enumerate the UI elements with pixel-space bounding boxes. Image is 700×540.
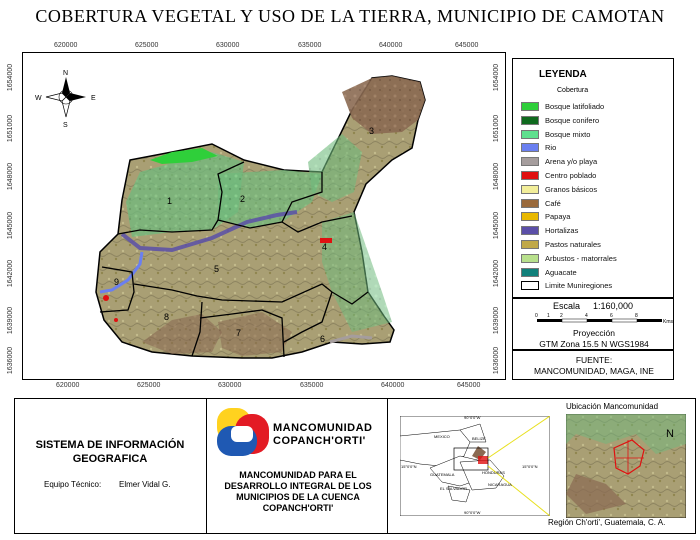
compass-n: N	[63, 70, 69, 77]
legend-swatch	[521, 212, 539, 221]
scale-label: Escala	[553, 301, 581, 311]
legend-item	[521, 253, 617, 264]
region-label: 3	[369, 126, 375, 136]
legend-label: Granos básicos	[545, 184, 598, 194]
region-label: 7	[236, 328, 242, 338]
logo-line1: MANCOMUNIDAD	[273, 422, 373, 434]
location-title: Ubicación Mancomunidad	[566, 402, 659, 411]
legend-label: Limite Muniregiones	[545, 281, 613, 291]
legend-label: Arbustos - matorrales	[545, 253, 617, 263]
scale-bar	[535, 313, 675, 329]
y-tick: 1648000	[7, 162, 15, 191]
projection-value: GTM Zona 15.5 N WGS1984	[539, 339, 649, 349]
region-map	[400, 416, 550, 516]
north-arrow-icon	[34, 66, 98, 128]
x-tick: 620000	[54, 42, 78, 49]
scale-units: Kms	[663, 319, 673, 325]
y-tick: 1654000	[493, 63, 501, 92]
legend-swatch	[521, 268, 539, 277]
team-name: Elmer Vidal G.	[119, 480, 171, 489]
compass-w: W	[35, 95, 42, 102]
scale-tick: 8	[635, 313, 638, 319]
mancomunidad-logo-icon	[213, 404, 273, 460]
org-description: MANCOMUNIDAD PARA EL DESARROLLO INTEGRAL DE LOS MUNICIPIOS DE LA CUENCA COPANCH'ORTI'	[224, 470, 372, 513]
scale-tick: 2	[560, 313, 563, 319]
scale-tick: 0	[535, 313, 538, 319]
country-label: GUATEMALA	[430, 472, 455, 477]
location-panel	[388, 398, 696, 534]
legend-item	[521, 280, 612, 291]
legend-label: Bosque mixto	[545, 129, 591, 139]
country-label: NICARAGUA	[488, 482, 512, 487]
legend-swatch	[521, 130, 539, 139]
logo-line2: COPANCH'ORTI'	[273, 435, 366, 447]
y-tick: 1645000	[493, 211, 501, 240]
team-label: Equipo Técnico:	[44, 480, 102, 489]
source-value: MANCOMUNIDAD, MAGA, INE	[534, 366, 654, 376]
country-label: EL SALVADOR	[440, 486, 468, 491]
x-tick: 635000	[300, 382, 324, 389]
legend-label: Aguacate	[545, 267, 577, 277]
y-tick: 1648000	[493, 162, 501, 191]
y-tick: 1636000	[493, 346, 501, 375]
map-title: COBERTURA VEGETAL Y USO DE LA TIERRA, MUNICIPIO DE CAMOTAN	[35, 6, 665, 26]
legend-swatch	[521, 281, 539, 290]
y-tick: 1639000	[493, 306, 501, 335]
y-tick: 1639000	[7, 306, 15, 335]
legend-label: Bosque latifoliado	[545, 102, 605, 111]
legend-swatch	[521, 143, 539, 152]
x-tick: 625000	[137, 382, 161, 389]
legend-title: LEYENDA	[539, 69, 587, 80]
country-label: BELIZE	[472, 436, 486, 441]
region-label: 6	[320, 334, 326, 344]
scale-tick: 6	[610, 313, 613, 319]
legend-item	[521, 211, 570, 222]
legend-subtitle: Cobertura	[557, 87, 589, 94]
legend-panel	[512, 58, 674, 298]
y-tick: 1651000	[493, 114, 501, 143]
coord-label: 90°0'0"W	[464, 510, 481, 515]
y-tick: 1636000	[7, 346, 15, 375]
legend-label: Papaya	[545, 212, 571, 222]
legend-label: Rio	[545, 143, 557, 153]
x-tick: 620000	[56, 382, 80, 389]
region-label: 4	[322, 242, 328, 252]
legend-item	[521, 156, 597, 167]
legend-label: Hortalizas	[545, 226, 579, 236]
region-label: 8	[164, 312, 170, 322]
legend-item	[521, 239, 601, 250]
location-footer: Región Ch'orti', Guatemala, C. A.	[548, 518, 666, 527]
coord-label: 15°0'0"N	[401, 464, 417, 469]
legend-swatch	[521, 254, 539, 263]
legend-item	[521, 198, 561, 209]
legend-swatch	[521, 199, 539, 208]
x-tick: 625000	[135, 42, 159, 49]
legend-swatch	[521, 171, 539, 180]
legend-swatch	[521, 226, 539, 235]
info-panel	[14, 398, 206, 534]
legend-item	[521, 129, 590, 140]
region-label: 1	[167, 196, 173, 206]
legend-label: Pastos naturales	[545, 240, 601, 249]
source-box	[512, 350, 674, 380]
x-tick: 630000	[216, 42, 240, 49]
country-label: HONDURAS	[482, 470, 505, 475]
legend-item	[521, 115, 599, 126]
x-tick: 645000	[455, 42, 479, 49]
legend-swatch	[521, 157, 539, 166]
legend-item	[521, 225, 578, 236]
region-label: 9	[114, 277, 120, 287]
legend-swatch	[521, 240, 539, 249]
y-tick: 1642000	[493, 259, 501, 288]
location-north: N	[666, 428, 674, 440]
y-tick: 1645000	[7, 211, 15, 240]
projection-title: Proyección	[572, 328, 616, 338]
compass-s: S	[63, 122, 68, 128]
coord-label: 90°0'0"W	[464, 416, 481, 420]
x-tick: 640000	[379, 42, 403, 49]
legend-swatch	[521, 116, 539, 125]
legend-label: Café	[545, 198, 561, 208]
x-tick: 640000	[381, 382, 405, 389]
scale-value: 1:160,000	[593, 301, 634, 311]
y-tick: 1651000	[7, 114, 15, 143]
compass-e: E	[91, 95, 96, 102]
coord-label: 15°0'0"N	[522, 464, 538, 469]
legend-label: Bosque conifero	[545, 115, 600, 125]
scale-tick: 1	[547, 313, 550, 319]
scale-tick: 4	[585, 313, 588, 319]
source-title: FUENTE:	[575, 355, 613, 365]
legend-item	[521, 184, 597, 195]
logo-panel	[206, 398, 388, 534]
region-label: 5	[214, 264, 220, 274]
legend-item	[521, 170, 596, 181]
scale-box	[512, 298, 674, 350]
x-tick: 630000	[218, 382, 242, 389]
legend-label: Arena y/o playa	[545, 157, 598, 167]
region-label: 2	[240, 194, 246, 204]
y-tick: 1642000	[7, 259, 15, 288]
legend-swatch	[521, 185, 539, 194]
legend-item	[521, 101, 604, 112]
legend-swatch	[521, 102, 539, 111]
legend-label: Centro poblado	[545, 171, 597, 180]
country-label: MEXICO	[434, 434, 450, 439]
legend-item	[521, 267, 577, 278]
y-tick: 1654000	[7, 63, 15, 92]
x-tick: 645000	[457, 382, 481, 389]
x-tick: 635000	[298, 42, 322, 49]
legend-item	[521, 142, 556, 153]
system-title: SISTEMA DE INFORMACIÓN GEOGRAFICA	[35, 439, 185, 465]
